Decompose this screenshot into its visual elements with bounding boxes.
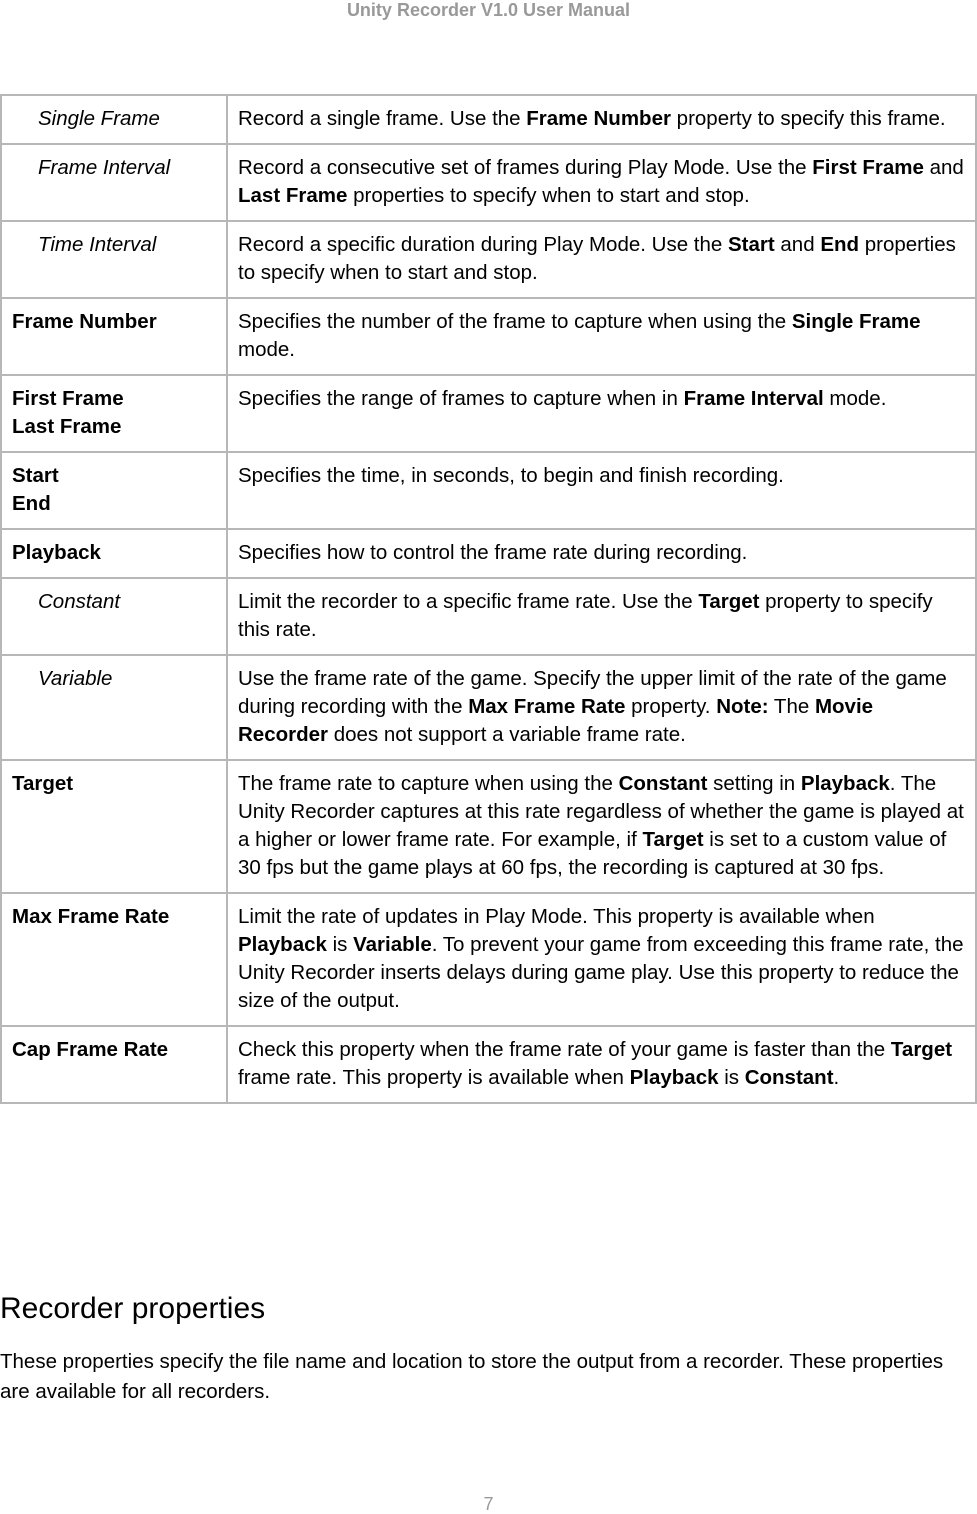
- description-text: is set to a custom value of 30 fps but the game plays at 60 fps, the recording is captured at 30 fps.: [238, 828, 947, 879]
- property-description-cell: [227, 375, 976, 452]
- property-description-cell: [227, 529, 976, 578]
- description-text: The: [768, 695, 815, 718]
- properties-table: [0, 94, 977, 1104]
- description-text: Record a specific duration during Play Mode. Use the: [238, 233, 728, 256]
- description-text: Specifies the number of the frame to capture when using the: [238, 310, 792, 333]
- description-text: Specifies the time, in seconds, to begin and finish recording.: [238, 464, 784, 487]
- table-row: [1, 655, 976, 760]
- table-row: [1, 375, 976, 452]
- description-emphasis: Constant: [744, 1066, 834, 1089]
- description-emphasis: Last Frame: [238, 184, 348, 207]
- table-row: [1, 760, 976, 893]
- property-description-cell: [227, 452, 976, 529]
- property-name-cell: [1, 452, 227, 529]
- property-name: Target: [12, 772, 74, 795]
- description-text: Check this property when the frame rate of your game is faster than the: [238, 1038, 891, 1061]
- table-row: [1, 1026, 976, 1103]
- page-number: 7: [483, 1494, 494, 1514]
- description-emphasis: Playback: [629, 1066, 719, 1089]
- description-emphasis: End: [820, 233, 860, 256]
- description-text: Limit the recorder to a specific frame rate. Use the: [238, 590, 699, 613]
- description-text: . To prevent your game from exceeding this frame rate, the Unity Recorder inserts delays during game play. Use this property to reduce the size of the output.: [238, 933, 964, 1012]
- property-name: Cap Frame Rate: [12, 1038, 169, 1061]
- property-name: Max Frame Rate: [12, 905, 170, 928]
- property-name-cell: [1, 578, 227, 655]
- table-row: [1, 452, 976, 529]
- property-name: Time Interval: [38, 233, 157, 256]
- description-text: The frame rate to capture when using the: [238, 772, 619, 795]
- property-name-cell: [1, 144, 227, 221]
- property-description-cell: [227, 95, 976, 144]
- description-text: property to specify this rate.: [238, 590, 933, 641]
- property-name-cell: [1, 529, 227, 578]
- property-name: Single Frame: [38, 107, 160, 130]
- description-text: property.: [625, 695, 717, 718]
- description-emphasis: Movie Recorder: [238, 695, 874, 746]
- description-emphasis: Note:: [716, 695, 769, 718]
- description-emphasis: Frame Number: [526, 107, 671, 130]
- property-name-cell: [1, 298, 227, 375]
- property-description-cell: [227, 760, 976, 893]
- property-name: Variable: [38, 667, 113, 690]
- property-name: Start: [12, 464, 59, 487]
- property-name: Frame Interval: [38, 156, 171, 179]
- properties-table-body: [1, 95, 976, 1103]
- property-name-cell: [1, 893, 227, 1026]
- property-name-cell: [1, 95, 227, 144]
- property-description-cell: [227, 893, 976, 1026]
- description-emphasis: Playback: [238, 933, 327, 956]
- description-text: mode.: [238, 338, 295, 361]
- property-description-cell: [227, 298, 976, 375]
- property-name-cell: [1, 655, 227, 760]
- description-text: Use the frame rate of the game. Specify the upper limit of the rate of the game during recording with the: [238, 667, 947, 718]
- description-text: is: [326, 933, 354, 956]
- description-text: Specifies how to control the frame rate during recording.: [238, 541, 748, 564]
- property-name-cell: [1, 221, 227, 298]
- table-row: [1, 144, 976, 221]
- description-emphasis: Target: [890, 1038, 953, 1061]
- property-name-cell: [1, 760, 227, 893]
- table-row: [1, 578, 976, 655]
- property-name: Last Frame: [12, 415, 122, 438]
- table-row: [1, 893, 976, 1026]
- description-emphasis: Max Frame Rate: [468, 695, 626, 718]
- description-text: properties to specify when to start and stop.: [347, 184, 750, 207]
- description-text: and: [923, 156, 964, 179]
- description-text: setting in: [707, 772, 801, 795]
- description-emphasis: Target: [642, 828, 704, 851]
- page-header: Unity Recorder V1.0 User Manual: [346, 0, 631, 20]
- property-name: Constant: [38, 590, 121, 613]
- description-emphasis: First Frame: [812, 156, 924, 179]
- description-emphasis: Playback: [800, 772, 890, 795]
- property-name: First Frame: [12, 387, 124, 410]
- property-name-cell: [1, 375, 227, 452]
- property-description-cell: [227, 578, 976, 655]
- table-row: [1, 95, 976, 144]
- description-text: frame rate. This property is available when: [238, 1066, 630, 1089]
- description-text: Limit the rate of updates in Play Mode. This property is available when: [238, 905, 875, 928]
- description-text: . The Unity Recorder captures at this rate regardless of whether the game is played at a higher or lower frame rate. For example, if: [238, 772, 964, 851]
- description-text: .: [833, 1066, 840, 1089]
- property-description-cell: [227, 655, 976, 760]
- table-row: [1, 298, 976, 375]
- description-text: and: [774, 233, 821, 256]
- property-name-cell: [1, 1026, 227, 1103]
- description-text: is: [718, 1066, 745, 1089]
- property-description-cell: [227, 144, 976, 221]
- property-description-cell: [227, 1026, 976, 1103]
- description-emphasis: Start: [727, 233, 775, 256]
- description-emphasis: Variable: [353, 933, 432, 956]
- section-heading: Recorder properties: [0, 1292, 266, 1325]
- table-row: [1, 529, 976, 578]
- description-text: mode.: [823, 387, 887, 410]
- description-emphasis: Target: [698, 590, 760, 613]
- property-name: Playback: [12, 541, 101, 564]
- description-emphasis: Constant: [618, 772, 708, 795]
- description-text: Record a consecutive set of frames during Play Mode. Use the: [238, 156, 813, 179]
- table-row: [1, 221, 976, 298]
- description-text: Specifies the range of frames to capture when in: [238, 387, 684, 410]
- description-text: property to specify this frame.: [670, 107, 946, 130]
- description-emphasis: Frame Interval: [683, 387, 824, 410]
- description-text: properties to specify when to start and stop.: [238, 233, 956, 284]
- description-text: does not support a variable frame rate.: [328, 723, 686, 746]
- section-paragraph: These properties specify the file name and location to store the output from a recorder. These properties are available for all recorders.: [0, 1350, 944, 1403]
- property-description-cell: [227, 221, 976, 298]
- property-name: Frame Number: [12, 310, 157, 333]
- property-name: End: [12, 492, 51, 515]
- description-emphasis: Single Frame: [791, 310, 921, 333]
- description-text: Record a single frame. Use the: [238, 107, 527, 130]
